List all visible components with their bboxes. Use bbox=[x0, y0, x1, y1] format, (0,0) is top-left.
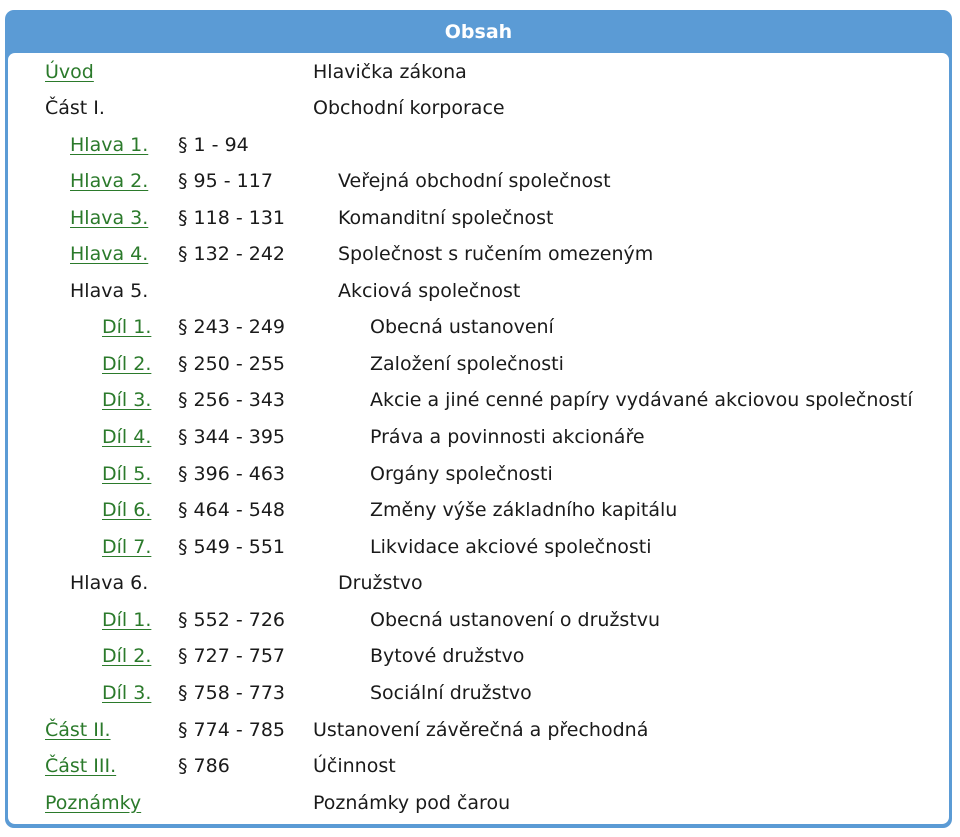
row-title: Bytové družstvo bbox=[370, 645, 525, 667]
row-range: § 256 - 343 bbox=[178, 389, 286, 411]
toc-row-hlava-1 bbox=[8, 128, 949, 164]
row-range: § 243 - 249 bbox=[178, 316, 286, 338]
toc-row-hlava-5-dil-7 bbox=[8, 530, 949, 566]
row-title: Založení společnosti bbox=[370, 353, 564, 375]
link-hlava-1[interactable]: Hlava 1. bbox=[70, 134, 149, 156]
link-hlava-6-dil-2[interactable]: Díl 2. bbox=[102, 645, 152, 667]
toc-header bbox=[5, 10, 952, 53]
toc-panel bbox=[5, 10, 952, 828]
row-title: Práva a povinnosti akcionáře bbox=[370, 426, 645, 448]
toc-row-hlava-6-dil-3 bbox=[8, 676, 949, 712]
row-title: Komanditní společnost bbox=[338, 207, 554, 229]
toc-row-hlava-5-dil-3 bbox=[8, 383, 949, 419]
link-hlava-5-dil-2[interactable]: Díl 2. bbox=[102, 353, 152, 375]
row-title: Likvidace akciové společnosti bbox=[370, 536, 652, 558]
row-title: Akciová společnost bbox=[338, 280, 521, 302]
toc-row-hlava-5 bbox=[8, 274, 949, 310]
row-range: § 464 - 548 bbox=[178, 499, 286, 521]
link-hlava-5-dil-1[interactable]: Díl 1. bbox=[102, 316, 152, 338]
row-title: Obecná ustanovení o družstvu bbox=[370, 609, 661, 631]
toc-row-hlava-6-dil-2 bbox=[8, 639, 949, 675]
row-title: Obecná ustanovení bbox=[370, 316, 554, 338]
toc-row-poznamky bbox=[8, 786, 949, 822]
link-hlava-4[interactable]: Hlava 4. bbox=[70, 243, 149, 265]
row-title: Obchodní korporace bbox=[313, 97, 505, 119]
row-range: § 118 - 131 bbox=[178, 207, 286, 229]
row-title: Změny výše základního kapitálu bbox=[370, 499, 678, 521]
toc-row-hlava-5-dil-2 bbox=[8, 347, 949, 383]
toc-row-cast-3 bbox=[8, 749, 949, 785]
row-title: Hlavička zákona bbox=[313, 61, 467, 83]
link-hlava-5-dil-5[interactable]: Díl 5. bbox=[102, 463, 152, 485]
link-uvod[interactable]: Úvod bbox=[45, 61, 94, 83]
link-cast-3[interactable]: Část III. bbox=[45, 755, 117, 777]
row-range: § 786 bbox=[178, 755, 230, 777]
row-title: Společnost s ručením omezeným bbox=[338, 243, 654, 265]
link-poznamky[interactable]: Poznámky bbox=[45, 792, 142, 814]
toc-row-hlava-6-dil-1 bbox=[8, 603, 949, 639]
link-hlava-5-dil-6[interactable]: Díl 6. bbox=[102, 499, 152, 521]
toc-body bbox=[8, 53, 949, 824]
row-range: § 250 - 255 bbox=[178, 353, 286, 375]
row-range: § 1 - 94 bbox=[178, 134, 249, 156]
row-range: § 549 - 551 bbox=[178, 536, 286, 558]
toc-row-cast-2 bbox=[8, 713, 949, 749]
row-title: Družstvo bbox=[338, 572, 423, 594]
row-range: § 727 - 757 bbox=[178, 645, 286, 667]
label-hlava-5: Hlava 5. bbox=[70, 280, 149, 302]
row-title: Sociální družstvo bbox=[370, 682, 532, 704]
row-range: § 396 - 463 bbox=[178, 463, 286, 485]
toc-row-hlava-5-dil-1 bbox=[8, 310, 949, 346]
toc-row-hlava-4 bbox=[8, 237, 949, 273]
toc-row-cast-1 bbox=[8, 91, 949, 127]
link-hlava-6-dil-3[interactable]: Díl 3. bbox=[102, 682, 152, 704]
link-hlava-5-dil-7[interactable]: Díl 7. bbox=[102, 536, 152, 558]
row-range: § 95 - 117 bbox=[178, 170, 273, 192]
toc-row-hlava-6 bbox=[8, 566, 949, 602]
row-range: § 774 - 785 bbox=[178, 719, 286, 741]
link-cast-2[interactable]: Část II. bbox=[45, 719, 111, 741]
row-title: Účinnost bbox=[313, 755, 396, 777]
toc-row-hlava-2 bbox=[8, 164, 949, 200]
toc-row-hlava-3 bbox=[8, 201, 949, 237]
row-title: Poznámky pod čarou bbox=[313, 792, 511, 814]
row-range: § 552 - 726 bbox=[178, 609, 286, 631]
link-hlava-2[interactable]: Hlava 2. bbox=[70, 170, 149, 192]
row-range: § 758 - 773 bbox=[178, 682, 286, 704]
toc-row-uvod bbox=[8, 55, 949, 91]
row-range: § 344 - 395 bbox=[178, 426, 286, 448]
link-hlava-6-dil-1[interactable]: Díl 1. bbox=[102, 609, 152, 631]
label-cast-1: Část I. bbox=[45, 97, 105, 119]
link-hlava-5-dil-4[interactable]: Díl 4. bbox=[102, 426, 152, 448]
row-title: Veřejná obchodní společnost bbox=[338, 170, 611, 192]
toc-row-hlava-5-dil-6 bbox=[8, 493, 949, 529]
toc-row-hlava-5-dil-4 bbox=[8, 420, 949, 456]
row-title: Orgány společnosti bbox=[370, 463, 553, 485]
row-title: Ustanovení závěrečná a přechodná bbox=[313, 719, 649, 741]
label-hlava-6: Hlava 6. bbox=[70, 572, 149, 594]
row-range: § 132 - 242 bbox=[178, 243, 286, 265]
toc-title: Obsah bbox=[444, 20, 513, 43]
link-hlava-3[interactable]: Hlava 3. bbox=[70, 207, 149, 229]
toc-row-hlava-5-dil-5 bbox=[8, 457, 949, 493]
row-title: Akcie a jiné cenné papíry vydávané akciovou společností bbox=[370, 389, 913, 411]
link-hlava-5-dil-3[interactable]: Díl 3. bbox=[102, 389, 152, 411]
